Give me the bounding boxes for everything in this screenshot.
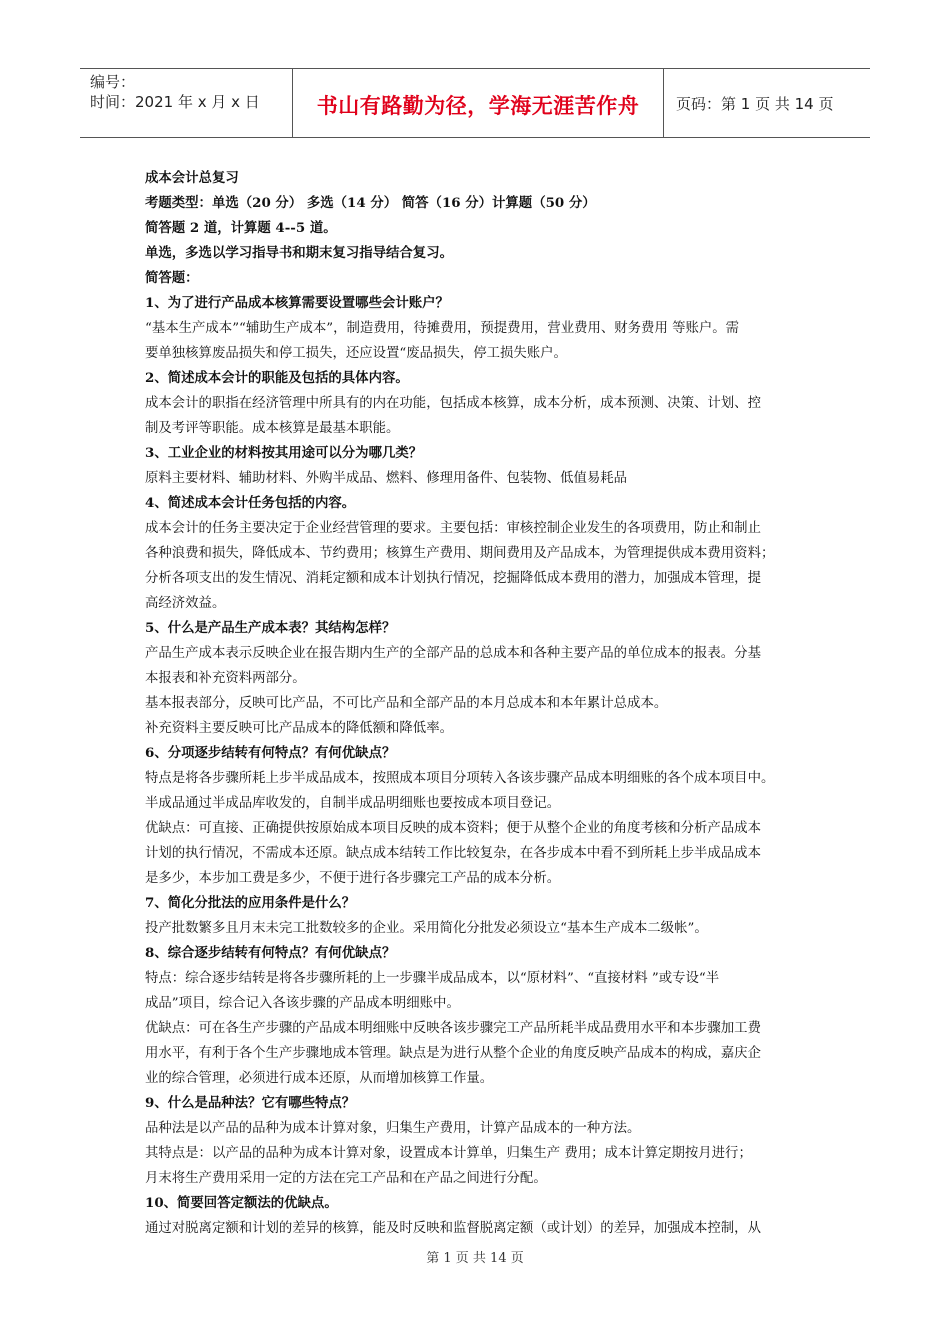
question-line: 简答题 2 道，计算题 4--5 道。 xyxy=(145,220,337,236)
question-line: 6、分项逐步结转有何特点？有何优缺点？ xyxy=(145,745,396,761)
question-line: 5、什么是产品生产成本表？其结构怎样？ xyxy=(145,620,396,636)
answer-line: 优缺点：可直接、正确提供按原始成本项目反映的成本资料；便于从整个企业的角度考核和分析产品成本 xyxy=(145,821,761,836)
answer-line: 成本会计的职指在经济管理中所具有的内在功能，包括成本核算，成本分析，成本预测、决策、计划、控 xyxy=(145,396,761,411)
motto: 书山有路勤为径，学海无涯苦作舟 xyxy=(316,94,640,118)
answer-line: 要单独核算废品损失和停工损失，还应设置“废品损失，停工损失账户。 xyxy=(145,346,567,361)
header-page-cell xyxy=(664,69,870,137)
question-line: 8、综合逐步结转有何特点？有何优缺点？ xyxy=(145,945,396,961)
answer-line: 各种浪费和损失，降低成本、节约费用；核算生产费用、期间费用及产品成本，为管理提供成本费用资料； xyxy=(145,546,775,561)
answer-line: 特点是将各步骤所耗上步半成品成本，按照成本项目分项转入各该步骤产品成本明细账的各个成本项目中。 xyxy=(145,771,775,786)
question-line: 3、工业企业的材料按其用途可以分为哪几类？ xyxy=(145,445,423,461)
document-body xyxy=(145,166,813,1241)
answer-line: 通过对脱离定额和计划的差异的核算，能及时反映和监督脱离定额（或计划）的差异，加强成本控制，从 xyxy=(145,1221,761,1236)
answer-line: 业的综合管理，必须进行成本还原，从而增加核算工作量。 xyxy=(145,1071,494,1086)
answer-line: 本报表和补充资料两部分。 xyxy=(145,671,306,686)
page-indicator: 页码：第 1 页 共 14 页 xyxy=(676,94,834,113)
question-line: 考题类型：单选（20 分） 多选（14 分） 简答（16 分）计算题（50 分） xyxy=(145,195,596,211)
question-line: 2、简述成本会计的职能及包括的具体内容。 xyxy=(145,370,409,386)
answer-line: 半成品通过半成品库收发的，自制半成品明细账也要按成本项目登记。 xyxy=(145,796,561,811)
answer-line: 品种法是以产品的品种为成本计算对象，归集生产费用，计算产品成本的一种方法。 xyxy=(145,1121,641,1136)
question-line: 7、简化分批法的应用条件是什么？ xyxy=(145,895,356,911)
code-label: 编号： xyxy=(90,73,136,91)
question-line: 4、简述成本会计任务包括的内容。 xyxy=(145,495,356,511)
time-label: 时间：2021 年 x 月 x 日 xyxy=(90,93,260,111)
answer-line: 用水平，有利于各个生产步骤地成本管理。缺点是为进行从整个企业的角度反映产品成本的构成，嘉庆企 xyxy=(145,1046,761,1061)
answer-line: 月末将生产费用采用一定的方法在完工产品和在产品之间进行分配。 xyxy=(145,1171,547,1186)
answer-line: 成品”项目，综合记入各该步骤的产品成本明细账中。 xyxy=(145,996,460,1011)
question-line: 10、简要回答定额法的优缺点。 xyxy=(145,1195,338,1211)
question-line: 1、为了进行产品成本核算需要设置哪些会计账户？ xyxy=(145,295,449,311)
question-line: 单选，多选以学习指导书和期末复习指导结合复习。 xyxy=(145,245,453,261)
answer-line: 原料主要材料、辅助材料、外购半成品、燃料、修理用备件、包装物、低值易耗品 xyxy=(145,471,628,486)
answer-line: 投产批数繁多且月末未完工批数较多的企业。采用简化分批发必须设立“基本生产成本二级帐”。 xyxy=(145,921,708,936)
answer-line: 产品生产成本表示反映企业在报告期内生产的全部产品的总成本和各种主要产品的单位成本的报表。分基 xyxy=(145,646,761,661)
header-meta xyxy=(80,69,292,137)
answer-line: “基本生产成本”“辅助生产成本”，制造费用，待摊费用，预提费用，营业费用、财务费用 等账户。需 xyxy=(145,321,740,336)
header-motto-cell xyxy=(292,69,664,137)
answer-line: 制及考评等职能。成本核算是最基本职能。 xyxy=(145,421,400,436)
answer-line: 是多少，本步加工费是多少，不便于进行各步骤完工产品的成本分析。 xyxy=(145,871,561,886)
answer-line: 分析各项支出的发生情况、消耗定额和成本计划执行情况，挖掘降低成本费用的潜力，加强成本管理，提 xyxy=(145,571,761,586)
answer-line: 优缺点：可在各生产步骤的产品成本明细账中反映各该步骤完工产品所耗半成品费用水平和本步骤加工费 xyxy=(145,1021,761,1036)
answer-line: 补充资料主要反映可比产品成本的降低额和降低率。 xyxy=(145,721,453,736)
page-footer: 第 1 页 共 14 页 xyxy=(426,1251,524,1266)
page-header xyxy=(80,68,870,138)
answer-line: 特点：综合逐步结转是将各步骤所耗的上一步骤半成品成本，以“原材料”、“直接材料 ”或专设“半 xyxy=(145,971,720,986)
question-line: 9、什么是品种法？它有哪些特点？ xyxy=(145,1095,356,1111)
answer-line: 高经济效益。 xyxy=(145,596,226,611)
answer-line: 成本会计的任务主要决定于企业经营管理的要求。主要包括：审核控制企业发生的各项费用，防止和制止 xyxy=(145,521,761,536)
answer-line: 计划的执行情况，不需成本还原。缺点成本结转工作比较复杂，在各步成本中看不到所耗上步半成品成本 xyxy=(145,846,761,861)
question-line: 成本会计总复习 xyxy=(145,170,239,186)
answer-line: 基本报表部分，反映可比产品，不可比产品和全部产品的本月总成本和本年累计总成本。 xyxy=(145,696,668,711)
answer-line: 其特点是：以产品的品种为成本计算对象，设置成本计算单，归集生产 费用；成本计算定期按月进行； xyxy=(145,1146,752,1161)
question-line: 简答题： xyxy=(145,270,199,286)
